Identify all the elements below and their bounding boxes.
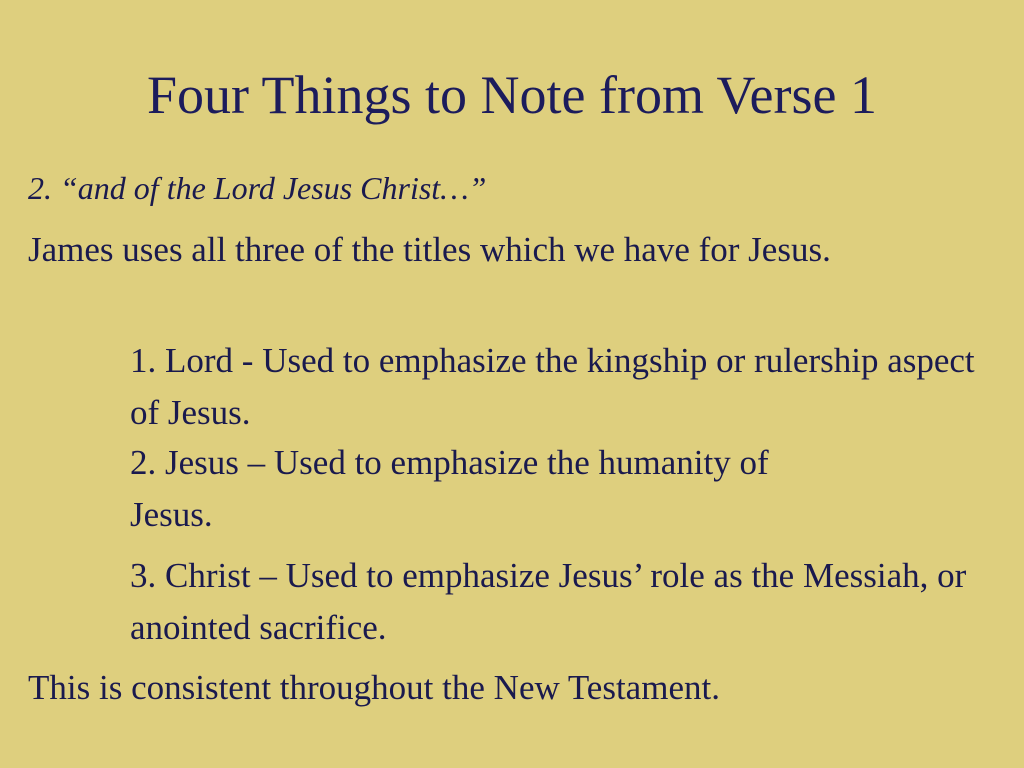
list-item: 3. Christ – Used to emphasize Jesus’ role as the Messiah, or anointed sacrifice. <box>130 556 967 647</box>
closing-paragraph: This is consistent throughout the New Testament. <box>28 668 720 707</box>
verse-quote-subheading: 2. “and of the Lord Jesus Christ…” <box>28 170 487 206</box>
list-item: 1. Lord - Used to emphasize the kingship or rulership aspect of Jesus. <box>130 341 975 432</box>
intro-paragraph: James uses all three of the titles which we have for Jesus. <box>28 230 831 269</box>
list-item: 2. Jesus – Used to emphasize the humanity of Jesus. <box>130 443 769 534</box>
slide-title: Four Things to Note from Verse 1 <box>147 65 877 125</box>
